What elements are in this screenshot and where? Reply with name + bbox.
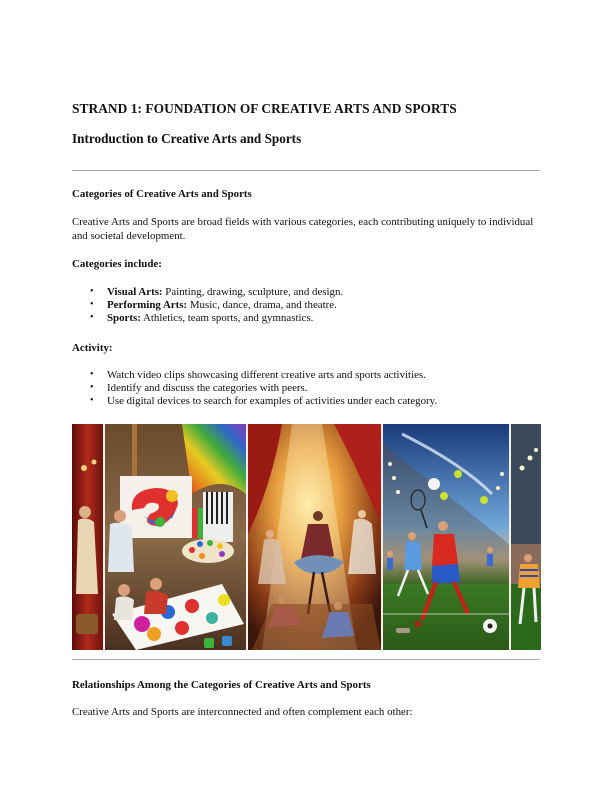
list-item-term: Sports: bbox=[107, 311, 141, 324]
panel-performer bbox=[72, 424, 103, 650]
categories-heading: Categories of Creative Arts and Sports bbox=[72, 188, 252, 200]
categories-list-heading: Categories include: bbox=[72, 258, 162, 270]
panel-visual-arts bbox=[105, 424, 246, 650]
list-item-term: Performing Arts: bbox=[107, 298, 188, 311]
strand-title: STRAND 1: FOUNDATION OF CREATIVE ARTS AND SPORTS bbox=[72, 101, 457, 116]
list-item: • Watch video clips showcasing different creative arts and sports activities. bbox=[72, 369, 437, 382]
creative-arts-sports-illustration bbox=[72, 424, 541, 650]
section-divider bbox=[72, 659, 540, 660]
activity-list bbox=[72, 369, 437, 407]
list-item: • Use digital devices to search for examples of activities under each category. bbox=[72, 395, 437, 408]
activity-heading: Activity: bbox=[72, 342, 113, 354]
section-divider bbox=[72, 170, 540, 171]
list-item bbox=[72, 299, 343, 312]
categories-paragraph: Creative Arts and Sports are broad fields with various categories, each contributing uniquely to individual and societal development. bbox=[72, 216, 534, 242]
intro-title: Introduction to Creative Arts and Sports bbox=[72, 131, 302, 146]
list-item-term: Visual Arts: bbox=[107, 286, 163, 298]
list-item bbox=[72, 312, 343, 325]
list-item-desc: Painting, drawing, sculpture, and design. bbox=[162, 286, 344, 298]
relationships-heading: Relationships Among the Categories of Creative Arts and Sports bbox=[72, 679, 371, 691]
list-item: • Identify and discuss the categories with peers. bbox=[72, 382, 437, 395]
relationships-paragraph: Creative Arts and Sports are interconnected and often complement each other: bbox=[72, 706, 413, 718]
list-item-desc: Music, dance, drama, and theatre. bbox=[187, 298, 337, 311]
list-item-desc: Athletics, team sports, and gymnastics. bbox=[140, 311, 314, 324]
categories-list bbox=[72, 286, 343, 324]
panel-football-player bbox=[511, 424, 541, 650]
panel-dance bbox=[248, 424, 381, 650]
panel-sports bbox=[383, 424, 509, 650]
list-item bbox=[72, 286, 343, 299]
